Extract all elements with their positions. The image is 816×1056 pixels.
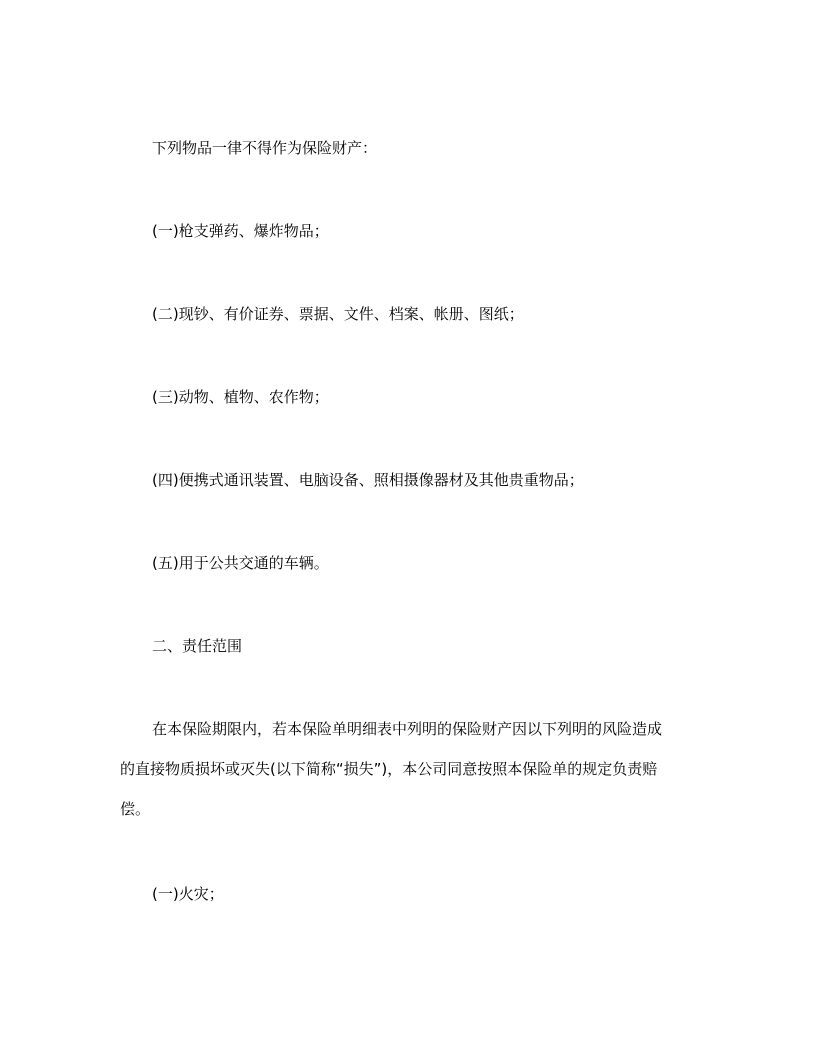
intro-line: 下列物品一律不得作为保险财产： [152, 139, 378, 157]
list-item-fire: (一)火灾； [152, 885, 224, 903]
section-heading: 二、责任范围 [152, 637, 243, 655]
list-item-5: (五)用于公共交通的车辆。 [152, 554, 329, 572]
list-item-3: (三)动物、植物、农作物； [152, 388, 329, 406]
paragraph-row-2: 的直接物质损坏或灭失(以下简称“损失”)，本公司同意按照本保险单的规定负责赔 [120, 760, 658, 778]
list-item-1: (一)枪支弹药、爆炸物品； [152, 222, 329, 240]
paragraph-row-1: 在本保险期限内，若本保险单明细表中列明的保险财产因以下列明的风险造成 [152, 720, 663, 738]
paragraph-row-3: 偿。 [120, 800, 151, 818]
list-item-4: (四)便携式通讯装置、电脑设备、照相摄像器材及其他贵重物品； [152, 471, 584, 489]
liability-paragraph [120, 719, 700, 839]
list-item-2: (二)现钞、有价证券、票据、文件、档案、帐册、图纸； [152, 305, 524, 323]
